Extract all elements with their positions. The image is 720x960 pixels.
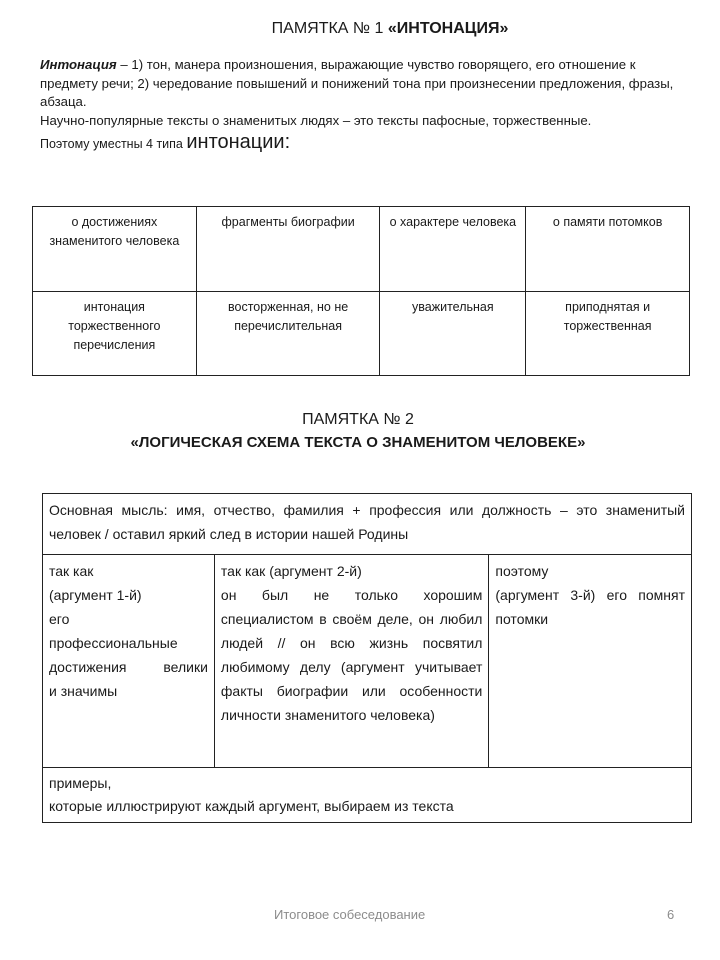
lead-paragraph bbox=[40, 133, 680, 154]
argument-1-line: его bbox=[49, 611, 70, 627]
argument-1-line: профессиональные bbox=[49, 635, 178, 651]
scheme-row bbox=[43, 494, 692, 555]
logic-scheme-table bbox=[42, 493, 692, 823]
memo1-title-bold: «ИНТОНАЦИЯ» bbox=[387, 20, 509, 37]
examples-line: примеры, bbox=[49, 775, 112, 791]
table-cell: уважительная bbox=[380, 292, 526, 376]
memo2-title-block bbox=[0, 408, 716, 454]
table-cell: приподнятая и торжественная bbox=[526, 292, 690, 376]
main-thought-cell: Основная мысль: имя, отчество, фамилия + профессия или должность – это знаменитый человек / оставил яркий след в истории нашей Родины bbox=[43, 494, 692, 555]
argument-2-cell bbox=[214, 555, 488, 768]
note-paragraph: Научно-популярные тексты о знаменитых людях – это тексты пафосные, торжественные. bbox=[40, 112, 592, 128]
memo2-title: ПАМЯТКА № 2 bbox=[302, 411, 414, 428]
scheme-row bbox=[43, 555, 692, 768]
memo1-title bbox=[0, 20, 720, 38]
lead-big-text: интонации: bbox=[186, 131, 291, 153]
table-cell: о достижениях знаменитого человека bbox=[33, 207, 197, 292]
memo1-title-prefix: ПАМЯТКА № 1 bbox=[271, 20, 388, 37]
intro-text bbox=[40, 56, 680, 154]
argument-1-cell bbox=[43, 555, 215, 768]
argument-2-heading: так как (аргумент 2-й) bbox=[220, 563, 362, 579]
table-cell: интонация торжественного перечисления bbox=[33, 292, 197, 376]
scheme-row bbox=[43, 768, 692, 823]
lead-text: Поэтому уместны 4 типа bbox=[40, 137, 187, 151]
argument-1-line: достижения велики bbox=[49, 659, 208, 675]
memo2-subtitle: «ЛОГИЧЕСКАЯ СХЕМА ТЕКСТА О ЗНАМЕНИТОМ ЧЕЛОВЕКЕ» bbox=[130, 434, 586, 451]
definition-paragraph bbox=[40, 56, 680, 112]
argument-2-body: он был не только хорошим специалистом в своём деле, он любил людей // он всю жизнь посвятил любимому делу (аргумент учитывает факты биографии или особенности личности знаменитого человека) bbox=[220, 587, 483, 723]
page-number: 6 bbox=[667, 907, 675, 922]
examples-cell bbox=[43, 768, 692, 823]
definition-term: Интонация bbox=[40, 57, 117, 72]
argument-3-body: (аргумент 3-й) его помнят потомки bbox=[495, 587, 685, 627]
definition-text: – 1) тон, манера произношения, выражающие чувство говорящего, его отношение к предмету речи; 2) чередование повышений и понижений тона при произнесении предложения, фразы, абзаца. bbox=[40, 57, 674, 109]
argument-1-line: (аргумент 1-й) bbox=[49, 587, 142, 603]
argument-3-cell bbox=[489, 555, 692, 768]
intonation-table-row bbox=[33, 207, 690, 292]
table-cell: восторженная, но не перечислительная bbox=[196, 292, 380, 376]
argument-3-heading: поэтому bbox=[495, 563, 549, 579]
table-cell: фрагменты биографии bbox=[196, 207, 380, 292]
argument-1-line: так как bbox=[49, 563, 94, 579]
table-cell: о памяти потомков bbox=[526, 207, 690, 292]
examples-line: которые иллюстрируют каждый аргумент, выбираем из текста bbox=[49, 798, 454, 814]
table-cell: о характере человека bbox=[380, 207, 526, 292]
intonation-table bbox=[32, 206, 690, 376]
argument-1-line: и значимы bbox=[49, 683, 118, 699]
footer-text: Итоговое собеседование bbox=[274, 907, 426, 922]
intonation-table-row bbox=[33, 292, 690, 376]
